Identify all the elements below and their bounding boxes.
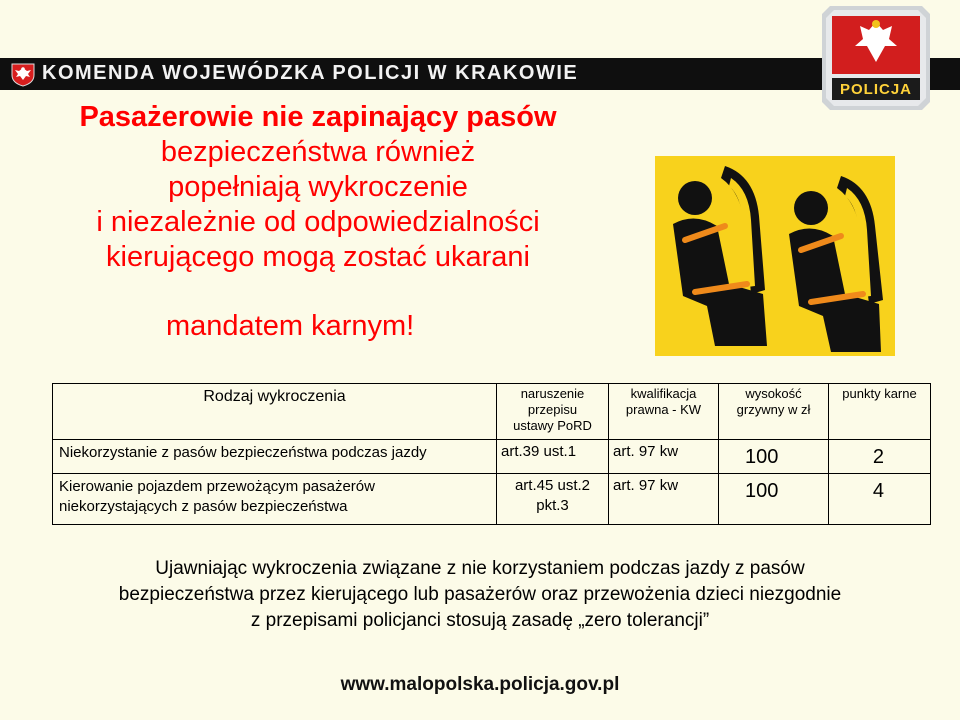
footer-line: z przepisami policjanci stosują zasadę „zero tolerancji” bbox=[250, 610, 710, 631]
header-title: KOMENDA WOJEWÓDZKA POLICJI W KRAKOWIE bbox=[42, 62, 579, 84]
header-offence-type: Rodzaj wykroczenia bbox=[53, 384, 497, 440]
table-header-row bbox=[53, 384, 931, 440]
title-line: Pasażerowie nie zapinający pasów bbox=[79, 101, 557, 133]
slide-title bbox=[8, 100, 628, 275]
offence-table bbox=[52, 383, 931, 525]
header-bar bbox=[0, 58, 960, 90]
header-fine-amount: wysokość grzywny w zł bbox=[719, 384, 829, 440]
points-cell: 4 bbox=[829, 474, 931, 525]
title-subline: mandatem karnym! bbox=[166, 310, 415, 342]
classification-cell: art. 97 kw bbox=[609, 440, 719, 474]
footer-statement bbox=[10, 556, 950, 634]
table-row bbox=[53, 474, 931, 525]
classification-cell: art. 97 kw bbox=[609, 474, 719, 525]
eagle-emblem-icon bbox=[10, 61, 36, 87]
footer-line: bezpieczeństwa przez kierującego lub pasażerów oraz przewożenia dzieci niezgodnie bbox=[118, 584, 842, 605]
title-line: popełniają wykroczenie bbox=[168, 171, 468, 203]
article-cell: art.39 ust.1 bbox=[497, 440, 609, 474]
article-cell: art.45 ust.2 pkt.3 bbox=[497, 474, 609, 525]
header-legal-classification: kwalifikacja prawna - KW bbox=[609, 384, 719, 440]
fine-cell: 100 bbox=[719, 440, 829, 474]
badge-text: POLICJA bbox=[839, 81, 912, 98]
title-line: i niezależnie od odpowiedzialności bbox=[96, 206, 540, 238]
website-url: www.malopolska.policja.gov.pl bbox=[340, 674, 620, 695]
offence-cell: Kierowanie pojazdem przewożącym pasażerów niekorzystających z pasów bezpieczeństwa bbox=[53, 474, 497, 525]
title-line: kierującego mogą zostać ukarani bbox=[106, 241, 530, 273]
offence-cell: Niekorzystanie z pasów bezpieczeństwa podczas jazdy bbox=[53, 440, 497, 474]
points-cell: 2 bbox=[829, 440, 931, 474]
footer-line: Ujawniając wykroczenia związane z nie korzystaniem podczas jazdy z pasów bbox=[155, 558, 805, 579]
header-violation: naruszenie przepisu ustawy PoRD bbox=[497, 384, 609, 440]
table-row bbox=[53, 440, 931, 474]
title-line: bezpieczeństwa również bbox=[160, 136, 476, 168]
seatbelt-pictogram bbox=[655, 156, 895, 356]
fine-cell: 100 bbox=[719, 474, 829, 525]
header-penalty-points: punkty karne bbox=[829, 384, 931, 440]
